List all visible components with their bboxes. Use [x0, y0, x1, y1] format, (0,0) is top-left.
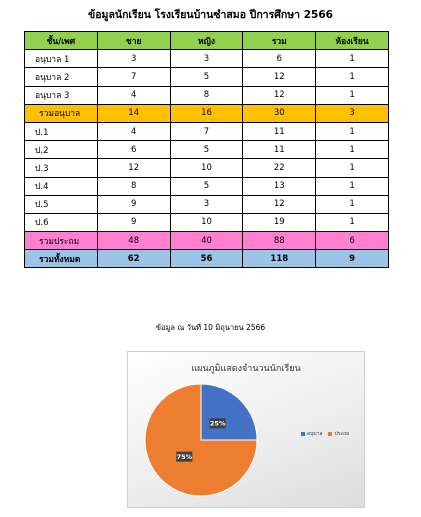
- table-cell: 1: [316, 86, 389, 104]
- header-total: รวม: [243, 32, 316, 50]
- header-female: หญิง: [170, 32, 243, 50]
- table-cell: 6: [97, 141, 170, 159]
- table-cell: 8: [170, 86, 243, 104]
- row-label: ป.4: [25, 177, 98, 195]
- legend-item-primary: [328, 430, 349, 438]
- table-cell: 11: [243, 141, 316, 159]
- table-cell: 40: [170, 232, 243, 250]
- row-label: รวมอนุบาล: [25, 104, 98, 122]
- table-row: [25, 213, 389, 231]
- table-cell: 48: [97, 232, 170, 250]
- table-cell: 3: [170, 195, 243, 213]
- table-cell: 4: [97, 86, 170, 104]
- header-male: ชาย: [97, 32, 170, 50]
- chart-legend: [301, 430, 349, 438]
- table-cell: 6: [243, 50, 316, 68]
- table-row: [25, 195, 389, 213]
- row-label: รวมทั้งหมด: [25, 250, 98, 268]
- data-date-note: ข้อมูล ณ วันที่ 10 มิถุนายน 2566: [155, 323, 266, 332]
- table-cell: 5: [170, 68, 243, 86]
- table-cell: 3: [316, 104, 389, 122]
- table-cell: 9: [316, 250, 389, 268]
- table-cell: 11: [243, 122, 316, 140]
- row-label: ป.6: [25, 213, 98, 231]
- chart-title: แผนภูมิแสดงจำนวนนักเรียน: [191, 364, 301, 374]
- table-row: [25, 250, 389, 268]
- row-label: อนุบาล 2: [25, 68, 98, 86]
- table-cell: 10: [170, 159, 243, 177]
- table-cell: 5: [170, 177, 243, 195]
- table-cell: 10: [170, 213, 243, 231]
- legend-item-kindergarten: [301, 430, 322, 438]
- table-row: [25, 159, 389, 177]
- table-cell: 12: [97, 159, 170, 177]
- row-label: อนุบาล 1: [25, 50, 98, 68]
- row-label: อนุบาล 3: [25, 86, 98, 104]
- table-cell: 16: [170, 104, 243, 122]
- table-row: [25, 177, 389, 195]
- table-cell: 7: [170, 122, 243, 140]
- pie-slice-kindergarten: [201, 384, 257, 440]
- table-row: [25, 122, 389, 140]
- row-label: ป.3: [25, 159, 98, 177]
- table-header-row: [25, 32, 389, 50]
- table-cell: 12: [243, 86, 316, 104]
- table-cell: 6: [316, 232, 389, 250]
- legend-label-primary: ประถม: [334, 431, 350, 437]
- student-table: [24, 31, 389, 268]
- svg-text:75%: 75%: [176, 452, 193, 461]
- table-cell: 19: [243, 213, 316, 231]
- table-cell: 4: [97, 122, 170, 140]
- table-cell: 56: [170, 250, 243, 268]
- header-classrooms: ห้องเรียน: [316, 32, 389, 50]
- row-label: ป.1: [25, 122, 98, 140]
- table-row: [25, 104, 389, 122]
- row-label: ป.5: [25, 195, 98, 213]
- table-row: [25, 141, 389, 159]
- table-cell: 1: [316, 195, 389, 213]
- row-label: รวมประถม: [25, 232, 98, 250]
- table-row: [25, 232, 389, 250]
- row-label: ป.2: [25, 141, 98, 159]
- table-cell: 7: [97, 68, 170, 86]
- table-cell: 1: [316, 159, 389, 177]
- table-cell: 1: [316, 177, 389, 195]
- table-cell: 1: [316, 122, 389, 140]
- table-cell: 1: [316, 141, 389, 159]
- table-cell: 12: [243, 195, 316, 213]
- table-cell: 1: [316, 213, 389, 231]
- table-cell: 14: [97, 104, 170, 122]
- table-cell: 62: [97, 250, 170, 268]
- table-cell: 118: [243, 250, 316, 268]
- table-cell: 30: [243, 104, 316, 122]
- table-row: [25, 86, 389, 104]
- table-row: [25, 50, 389, 68]
- table-cell: 13: [243, 177, 316, 195]
- page-title: ข้อมูลนักเรียน โรงเรียนบ้านซำสมอ ปีการศึกษา 2566: [88, 9, 333, 21]
- table-cell: 22: [243, 159, 316, 177]
- table-cell: 9: [97, 195, 170, 213]
- pie-chart: [127, 351, 365, 508]
- svg-text:25%: 25%: [209, 419, 226, 428]
- table-cell: 1: [316, 50, 389, 68]
- table-cell: 3: [97, 50, 170, 68]
- table-cell: 1: [316, 68, 389, 86]
- legend-swatch-primary: [328, 432, 332, 436]
- legend-swatch-kindergarten: [301, 432, 305, 436]
- pie-label-primary: [176, 452, 192, 462]
- table-cell: 88: [243, 232, 316, 250]
- header-grade: ชั้น/เพศ: [25, 32, 98, 50]
- pie-label-kindergarten: [210, 418, 226, 428]
- table-cell: 8: [97, 177, 170, 195]
- legend-label-kindergarten: อนุบาล: [307, 431, 323, 437]
- table-cell: 9: [97, 213, 170, 231]
- table-row: [25, 68, 389, 86]
- table-cell: 5: [170, 141, 243, 159]
- table-cell: 3: [170, 50, 243, 68]
- table-cell: 12: [243, 68, 316, 86]
